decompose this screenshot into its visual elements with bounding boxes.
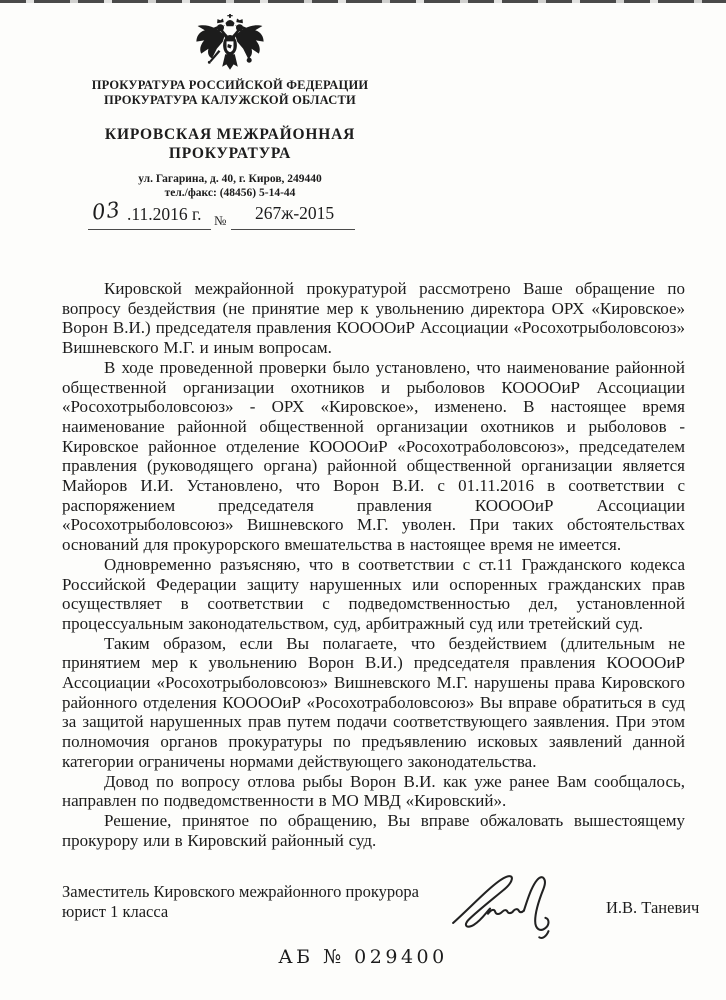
signatory-position-line1: Заместитель Кировского межрайонного прокурора [62,882,419,901]
paragraph-5: Довод по вопросу отлова рыбы Ворон В.И. как уже ранее Вам сообщалось, направлен по подведомственности в МО МВД «Кировский». [62,771,685,811]
signatory-position [62,882,419,922]
paragraph-3: Одновременно разъясняю, что в соответствии с ст.11 Гражданского кодекса Российской Федерации защиту нарушенных или оспоренных гражданских прав осуществляет в соответствии с подведомственностью дел, установленной процессуальным законодательством, суд, арбитражный суд или третейский суд. [62,554,685,633]
office-name-line2: ПРОКУРАТУРА [168,144,292,162]
paragraph-2: В ходе проведенной проверки было установлено, что наименование районной общественной организации охотников и рыболовов КООООиР Ассоциации «Росохотрыболовсоюз» - ОРХ «Кировское», изменено. В настоящее время наименование районной общественной организации охотников и рыболовов - Кировское районное отделение КООООиР «Росохотраболовсоюз», председателем правления (руководящего органа) районной общественной организации является Майоров И.И. Установлено, что Ворон В.И. с 01.11.2016 в соответствии с распоряжением председателя правления КООООиР Ассоциации «Росохотрыболовсоюз» Вишневского М.Г. уволен. При таких обстоятельствах оснований для прокурорского вмешательства в настоящее время не имеется. [62,357,685,555]
paragraph-4: Таким образом, если Вы полагаете, что бездействием (длительным не принятием мер к увольнению Ворон В.И.) председателя правления КООООиР Ассоциации «Росохотрыболовсоюз» Вишневского М.Г. нарушены права Кировского районного отделения КООООиР «Росохотраболовсоюз» Вы вправе обратиться в суд за защитой нарушенных прав путем подачи соответствующего заявления. При этом полномочия органов прокуратуры по предъявлению исковых заявлений данной категории ограничены нормами действующего законодательства. [62,633,685,771]
federal-prosecutor-line: ПРОКУРАТУРА РОССИЙСКОЙ ФЕДЕРАЦИИ [91,78,369,92]
office-address: ул. Гагарина, д. 40, г. Киров, 249440 [138,173,322,185]
russia-coat-of-arms-eagle-icon [194,14,266,74]
letterhead [55,12,405,200]
number-sign: № [214,213,227,228]
handwritten-date-day: 03 [90,197,123,225]
case-number: 267ж-2015 [255,203,335,223]
letter-body [62,279,685,850]
signatory-position-line2: юрист 1 класса [62,902,169,921]
blank-form-number: АБ № 029400 [278,946,448,968]
office-phone: тел./факс: (48456) 5-14-44 [164,186,296,199]
handwritten-signature-icon [450,866,568,944]
paragraph-6: Решение, принятое по обращению, Вы вправе обжаловать вышестоящему прокурору или в Кировский районный суд. [62,810,685,850]
office-name-line1: КИРОВСКАЯ МЕЖРАЙОННАЯ [104,126,356,143]
number-underline [231,229,355,230]
signatory-name: И.В. Таневич [606,898,700,917]
printed-date: .11.2016 г. [127,204,202,224]
scan-edge-artifact [0,0,726,3]
date-underline [88,229,211,230]
paragraph-1: Кировской межрайонной прокуратурой рассмотрено Ваше обращение по вопросу бездействия (не принятие мер к увольнению директора ОРХ «Кировское» Ворон В.И.) председателя правления КООООиР Ассоциации «Росохотрыболовсоюз» Вишневского М.Г. и иным вопросам. [62,279,685,358]
regional-prosecutor-line: ПРОКУРАТУРА КАЛУЖСКОЙ ОБЛАСТИ [104,92,356,107]
